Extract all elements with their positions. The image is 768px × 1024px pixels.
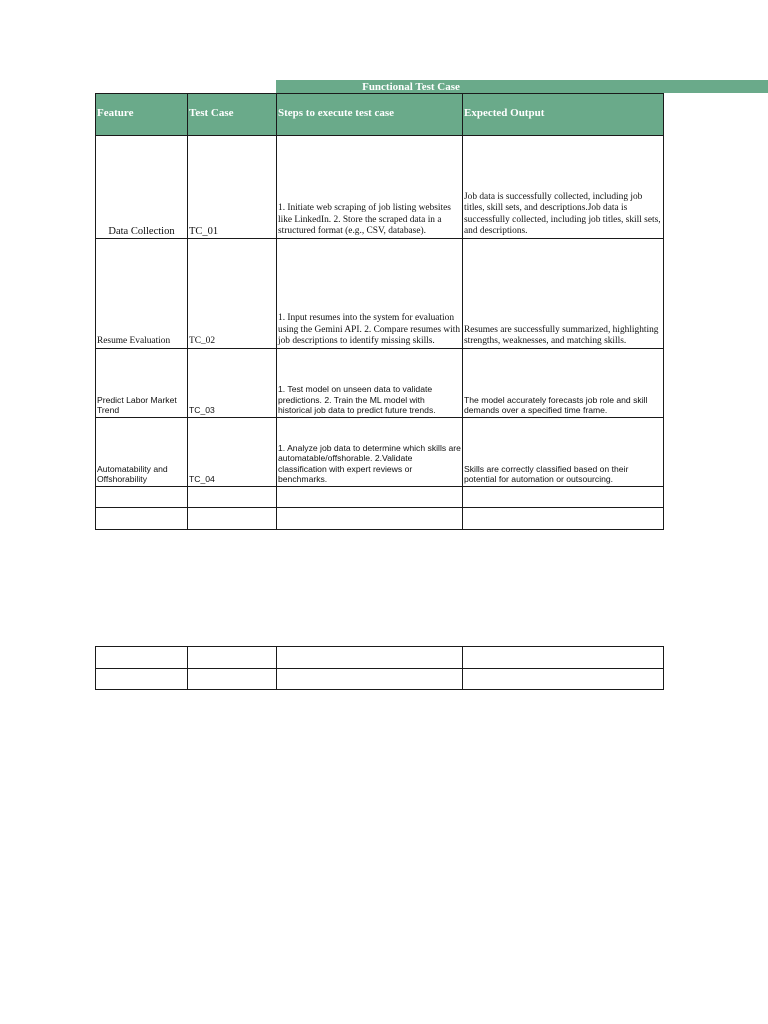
empty-cell[interactable]: [276, 507, 463, 530]
table-row-2-expected[interactable]: [462, 238, 664, 349]
sheet-title-banner: [276, 80, 768, 93]
empty-cell[interactable]: [187, 646, 277, 669]
cell-text: TC_01: [189, 225, 219, 237]
cell-text: 1. Initiate web scraping of job listing websites like LinkedIn. 2. Store the scraped data in a structured format (e.g., CSV, database).: [278, 203, 451, 236]
empty-cell[interactable]: [462, 646, 664, 669]
header-test-case-label: Test Case: [189, 107, 234, 120]
cell-text: The model accurately forecasts job role and skill demands over a specified time frame.: [464, 394, 648, 416]
empty-cell[interactable]: [276, 668, 463, 690]
empty-cell[interactable]: [276, 486, 463, 508]
cell-text: Predict Labor Market Trend: [97, 394, 177, 416]
header-steps-label: Steps to execute test case: [278, 107, 395, 120]
empty-cell[interactable]: [95, 486, 188, 508]
header-expected-output[interactable]: [462, 93, 664, 136]
cell-text: 1. Analyze job data to determine which skills are automatable/offshorable. 2.Validate classification with expert reviews or benchmarks.: [278, 442, 461, 485]
empty-cell[interactable]: [462, 507, 664, 530]
table-row-1-feature[interactable]: [95, 135, 188, 239]
table-row-3-test-case[interactable]: [187, 348, 277, 418]
table-row-2-feature[interactable]: [95, 238, 188, 349]
cell-text: 1. Input resumes into the system for evaluation using the Gemini API. 2. Compare resumes with job descriptions to identify missing skills.: [278, 313, 461, 346]
cell-text: TC_02: [189, 335, 216, 346]
empty-cell[interactable]: [462, 486, 664, 508]
cell-text: Job data is successfully collected, including job titles, skill sets, and descriptions.Job data is successfully collected, including job titles, skill sets, and descriptions.: [464, 192, 661, 236]
table-row-2-test-case[interactable]: [187, 238, 277, 349]
empty-cell[interactable]: [187, 507, 277, 530]
cell-text: 1. Test model on unseen data to validate predictions. 2. Train the ML model with historical job data to predict future trends.: [278, 384, 436, 416]
table-row-4-feature[interactable]: [95, 417, 188, 487]
table-row-1-expected[interactable]: [462, 135, 664, 239]
sheet-title: Functional Test Case: [362, 80, 460, 93]
empty-cell[interactable]: [95, 507, 188, 530]
header-test-case[interactable]: [187, 93, 277, 136]
table-row-3-feature[interactable]: [95, 348, 188, 418]
table-row-4-test-case[interactable]: [187, 417, 277, 487]
header-feature[interactable]: [95, 93, 188, 136]
empty-cell[interactable]: [95, 646, 188, 669]
empty-cell[interactable]: [187, 668, 277, 690]
table-row-1-test-case[interactable]: [187, 135, 277, 239]
header-steps[interactable]: [276, 93, 463, 136]
empty-cell[interactable]: [462, 668, 664, 690]
cell-text: TC_04: [189, 474, 215, 485]
cell-text: Resume Evaluation: [97, 335, 171, 346]
empty-cell[interactable]: [276, 646, 463, 669]
empty-cell[interactable]: [187, 486, 277, 508]
cell-text: Skills are correctly classified based on their potential for automation or outsourcing.: [464, 463, 629, 485]
cell-text: TC_03: [189, 405, 215, 416]
empty-cell[interactable]: [95, 668, 188, 690]
cell-text: Data Collection: [108, 225, 175, 237]
table-row-4-expected[interactable]: [462, 417, 664, 487]
header-expected-output-label: Expected Output: [464, 107, 545, 120]
cell-text: Automatability and Offshorability: [97, 463, 168, 485]
header-feature-label: Feature: [97, 107, 134, 120]
table-row-2-steps[interactable]: [276, 238, 463, 349]
table-row-1-steps[interactable]: [276, 135, 463, 239]
table-row-3-steps[interactable]: [276, 348, 463, 418]
table-row-3-expected[interactable]: [462, 348, 664, 418]
table-row-4-steps[interactable]: [276, 417, 463, 487]
cell-text: Resumes are successfully summarized, highlighting strengths, weaknesses, and matching skills.: [464, 324, 659, 346]
